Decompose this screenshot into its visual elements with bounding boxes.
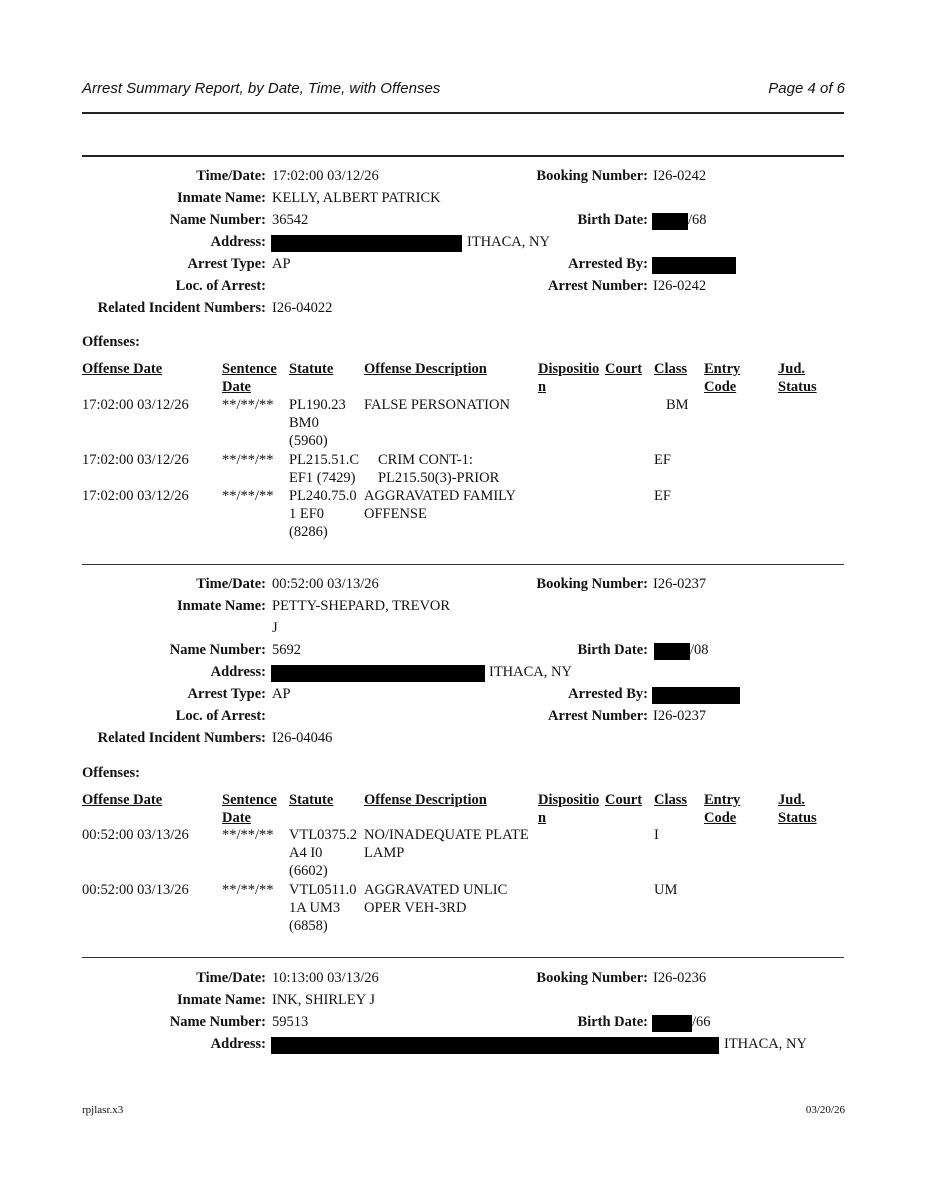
report-title: Arrest Summary Report, by Date, Time, with Offenses [82, 80, 441, 97]
inmate-name-value: PETTY-SHEPARD, TREVOR [272, 598, 451, 614]
col-statute: Statute [289, 792, 334, 808]
arrest-number-value: I26-0242 [653, 278, 707, 294]
offense-description: AGGRAVATED UNLIC [364, 882, 508, 898]
offense-description: CRIM CONT-1: [378, 452, 473, 468]
birth-date-value: /68 [688, 212, 707, 228]
statute: PL190.23 [289, 397, 346, 413]
col-offense-description: Offense Description [364, 792, 487, 808]
inmate-name-label: Inmate Name: [177, 598, 266, 614]
col-sentence-date: Date [222, 379, 251, 395]
address-label: Address: [210, 234, 266, 250]
offense-description: PL215.50(3)-PRIOR [378, 470, 500, 486]
statute: A4 I0 [289, 845, 323, 861]
page-number: Page 4 of 6 [768, 80, 845, 97]
time-date-label: Time/Date: [196, 970, 266, 986]
col-entry: Entry [704, 792, 741, 808]
col-offense-description: Offense Description [364, 361, 487, 377]
statute: VTL0375.2 [289, 827, 358, 843]
related-incident-label: Related Incident Numbers: [97, 730, 266, 746]
record-divider [82, 155, 844, 157]
name-number-label: Name Number: [169, 212, 266, 228]
sentence-date: **/**/** [222, 827, 274, 843]
col-class: Class [654, 361, 688, 377]
address-city: ITHACA, NY [724, 1036, 807, 1052]
offenses-heading: Offenses: [82, 765, 140, 781]
statute: (6858) [289, 918, 328, 934]
col-court: Court [605, 361, 643, 377]
booking-number-label: Booking Number: [536, 576, 648, 592]
offense-date: 00:52:00 03/13/26 [82, 827, 189, 843]
loc-of-arrest-label: Loc. of Arrest: [175, 278, 266, 294]
statute: PL215.51.C [289, 452, 360, 468]
col-disposition: Dispositio [538, 361, 600, 377]
redaction-box [271, 1037, 719, 1054]
col-sentence-date: Date [222, 810, 251, 826]
arrest-number-label: Arrest Number: [548, 708, 648, 724]
booking-number-value: I26-0236 [653, 970, 707, 986]
offenses-heading: Offenses: [82, 334, 140, 350]
birth-date-label: Birth Date: [577, 642, 648, 658]
name-number-value: 5692 [272, 642, 301, 658]
address-label: Address: [210, 1036, 266, 1052]
statute: PL240.75.0 [289, 488, 357, 504]
arrested-by-label: Arrested By: [568, 256, 648, 272]
offense-date: 00:52:00 03/13/26 [82, 882, 189, 898]
col-sentence: Sentence [222, 361, 277, 377]
offense-date: 17:02:00 03/12/26 [82, 452, 189, 468]
time-date-label: Time/Date: [196, 168, 266, 184]
col-statute: Statute [289, 361, 334, 377]
name-number-label: Name Number: [169, 642, 266, 658]
time-date-value: 00:52:00 03/13/26 [272, 576, 379, 592]
col-offense-date: Offense Date [82, 361, 163, 377]
arrest-type-value: AP [272, 256, 291, 272]
name-number-label: Name Number: [169, 1014, 266, 1030]
redaction-box [652, 213, 688, 230]
related-incident-label: Related Incident Numbers: [97, 300, 266, 316]
arrest-type-value: AP [272, 686, 291, 702]
birth-date-value: /66 [692, 1014, 711, 1030]
header-rule [82, 112, 844, 114]
arrest-number-label: Arrest Number: [548, 278, 648, 294]
inmate-name-value-cont: J [272, 620, 278, 636]
offense-date: 17:02:00 03/12/26 [82, 488, 189, 504]
footer-date: 03/20/26 [805, 1104, 845, 1116]
col-jud: Jud. [778, 361, 806, 377]
col-disposition-cont: n [538, 810, 547, 826]
sentence-date: **/**/** [222, 452, 274, 468]
offense-description: OPER VEH-3RD [364, 900, 467, 916]
col-jud-status: Status [778, 810, 817, 826]
col-entry: Entry [704, 361, 741, 377]
offense-description: FALSE PERSONATION [364, 397, 510, 413]
redaction-box [271, 665, 485, 682]
record-divider [82, 957, 844, 958]
offense-description: OFFENSE [364, 506, 427, 522]
arrest-type-label: Arrest Type: [187, 256, 266, 272]
offense-description: NO/INADEQUATE PLATE [364, 827, 529, 843]
col-disposition-cont: n [538, 379, 547, 395]
related-incident-value: I26-04046 [272, 730, 333, 746]
address-city: ITHACA, NY [489, 664, 572, 680]
offense-class: UM [654, 882, 678, 898]
col-disposition: Dispositio [538, 792, 600, 808]
booking-number-value: I26-0237 [653, 576, 707, 592]
redaction-box [652, 687, 740, 704]
booking-number-value: I26-0242 [653, 168, 707, 184]
statute: (5960) [289, 433, 328, 449]
redaction-box [654, 643, 690, 660]
loc-of-arrest-label: Loc. of Arrest: [175, 708, 266, 724]
col-offense-date: Offense Date [82, 792, 163, 808]
inmate-name-label: Inmate Name: [177, 190, 266, 206]
birth-date-label: Birth Date: [577, 212, 648, 228]
statute: BM0 [289, 415, 319, 431]
footer-report-id: rpjlasr.x3 [82, 1104, 124, 1116]
time-date-value: 10:13:00 03/13/26 [272, 970, 379, 986]
statute: VTL0511.0 [289, 882, 357, 898]
sentence-date: **/**/** [222, 882, 274, 898]
related-incident-value: I26-04022 [272, 300, 333, 316]
col-entry-code: Code [704, 810, 737, 826]
arrest-type-label: Arrest Type: [187, 686, 266, 702]
col-court: Court [605, 792, 643, 808]
statute: 1A UM3 [289, 900, 341, 916]
col-sentence: Sentence [222, 792, 277, 808]
booking-number-label: Booking Number: [536, 168, 648, 184]
address-label: Address: [210, 664, 266, 680]
inmate-name-value: KELLY, ALBERT PATRICK [272, 190, 441, 206]
offense-class: BM [666, 397, 689, 413]
address-city: ITHACA, NY [467, 234, 550, 250]
statute: 1 EF0 [289, 506, 325, 522]
statute: (6602) [289, 863, 328, 879]
redaction-box [271, 235, 462, 252]
offense-date: 17:02:00 03/12/26 [82, 397, 189, 413]
statute: EF1 (7429) [289, 470, 356, 486]
birth-date-label: Birth Date: [577, 1014, 648, 1030]
time-date-label: Time/Date: [196, 576, 266, 592]
inmate-name-label: Inmate Name: [177, 992, 266, 1008]
statute: (8286) [289, 524, 328, 540]
name-number-value: 59513 [272, 1014, 309, 1030]
col-jud-status: Status [778, 379, 817, 395]
record-divider [82, 564, 844, 565]
booking-number-label: Booking Number: [536, 970, 648, 986]
col-class: Class [654, 792, 688, 808]
col-entry-code: Code [704, 379, 737, 395]
name-number-value: 36542 [272, 212, 309, 228]
offense-class: EF [654, 452, 671, 468]
arrest-number-value: I26-0237 [653, 708, 707, 724]
offense-class: I [654, 827, 659, 843]
time-date-value: 17:02:00 03/12/26 [272, 168, 379, 184]
offense-description: AGGRAVATED FAMILY [364, 488, 517, 504]
offense-description: LAMP [364, 845, 405, 861]
col-jud: Jud. [778, 792, 806, 808]
sentence-date: **/**/** [222, 488, 274, 504]
redaction-box [652, 257, 736, 274]
redaction-box [652, 1015, 692, 1032]
arrested-by-label: Arrested By: [568, 686, 648, 702]
sentence-date: **/**/** [222, 397, 274, 413]
birth-date-value: /08 [690, 642, 709, 658]
offense-class: EF [654, 488, 671, 504]
inmate-name-value: INK, SHIRLEY J [272, 992, 375, 1008]
